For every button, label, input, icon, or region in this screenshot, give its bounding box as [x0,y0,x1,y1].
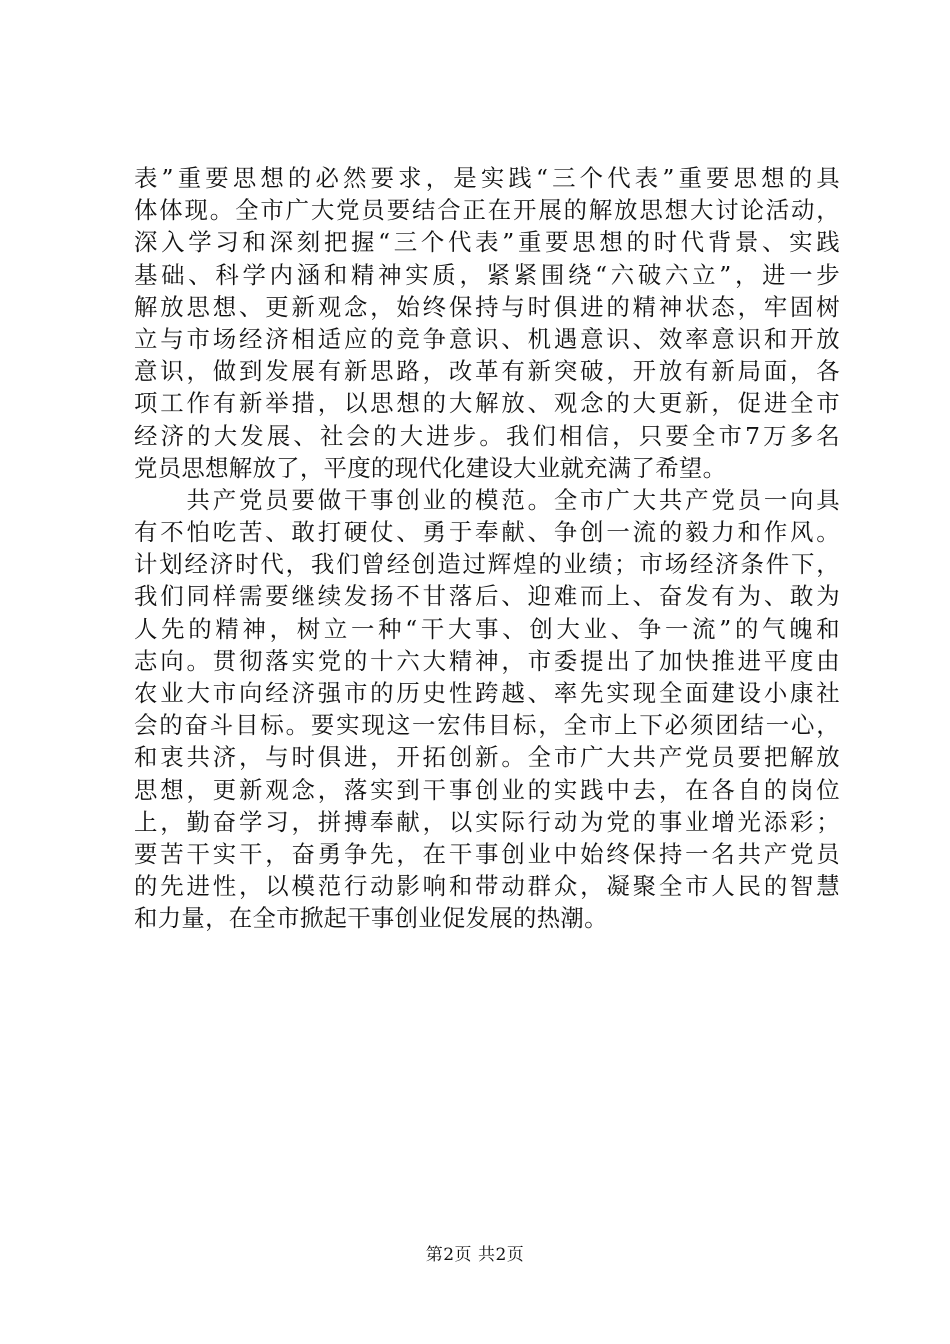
text-line: 深入学习和深刻把握“三个代表”重要思想的时代背景、实践 [134,228,840,257]
page-number-footer: 第2页 共2页 [425,1245,525,1265]
text-line: 会的奋斗目标。要实现这一宏伟目标，全市上下必须团结一心， [134,711,840,740]
text-line: 基础、科学内涵和精神实质，紧紧围绕“六破六立”，进一步 [134,260,840,289]
text-line: 人先的精神，树立一种“干大事、创大业、争一流”的气魄和 [134,614,840,643]
text-line: 经济的大发展、社会的大进步。我们相信，只要全市7万多名 [134,421,840,450]
text-line: 项工作有新举措，以思想的大解放、观念的大更新，促进全市 [134,389,840,418]
text-line: 解放思想、更新观念，始终保持与时俱进的精神状态，牢固树 [134,292,840,321]
text-line: 计划经济时代，我们曾经创造过辉煌的业绩；市场经济条件下， [134,550,840,579]
text-line: 表”重要思想的必然要求，是实践“三个代表”重要思想的具 [134,164,840,192]
paragraph-end-line: 和力量，在全市掀起干事创业促发展的热潮。 [134,904,608,933]
document-body [134,162,840,935]
text-line: 共产党员要做干事创业的模范。全市广大共产党员一向具 [134,485,840,514]
text-line: 立与市场经济相适应的竞争意识、机遇意识、效率意识和开放 [134,324,840,353]
text-line: 上，勤奋学习，拼搏奉献，以实际行动为党的事业增光添彩； [134,807,840,836]
text-line: 要苦干实干，奋勇争先，在干事创业中始终保持一名共产党员 [134,839,840,868]
paragraph-end-line: 党员思想解放了，平度的现代化建设大业就充满了希望。 [134,453,727,482]
text-line: 农业大市向经济强市的历史性跨越、率先实现全面建设小康社 [134,679,840,707]
text-line: 思想，更新观念，落实到干事创业的实践中去，在各自的岗位 [134,775,840,804]
text-line: 意识，做到发展有新思路，改革有新突破，开放有新局面，各 [134,357,840,386]
text-line: 志向。贯彻落实党的十六大精神，市委提出了加快推进平度由 [134,646,840,675]
text-line: 和衷共济，与时俱进，开拓创新。全市广大共产党员要把解放 [134,743,840,772]
text-line: 的先进性，以模范行动影响和带动群众，凝聚全市人民的智慧 [134,872,840,901]
text-line: 我们同样需要继续发扬不甘落后、迎难而上、奋发有为、敢为 [134,582,840,611]
text-line: 体体现。全市广大党员要结合正在开展的解放思想大讨论活动， [134,196,840,225]
text-line: 有不怕吃苦、敢打硬仗、勇于奉献、争创一流的毅力和作风。 [134,518,840,547]
